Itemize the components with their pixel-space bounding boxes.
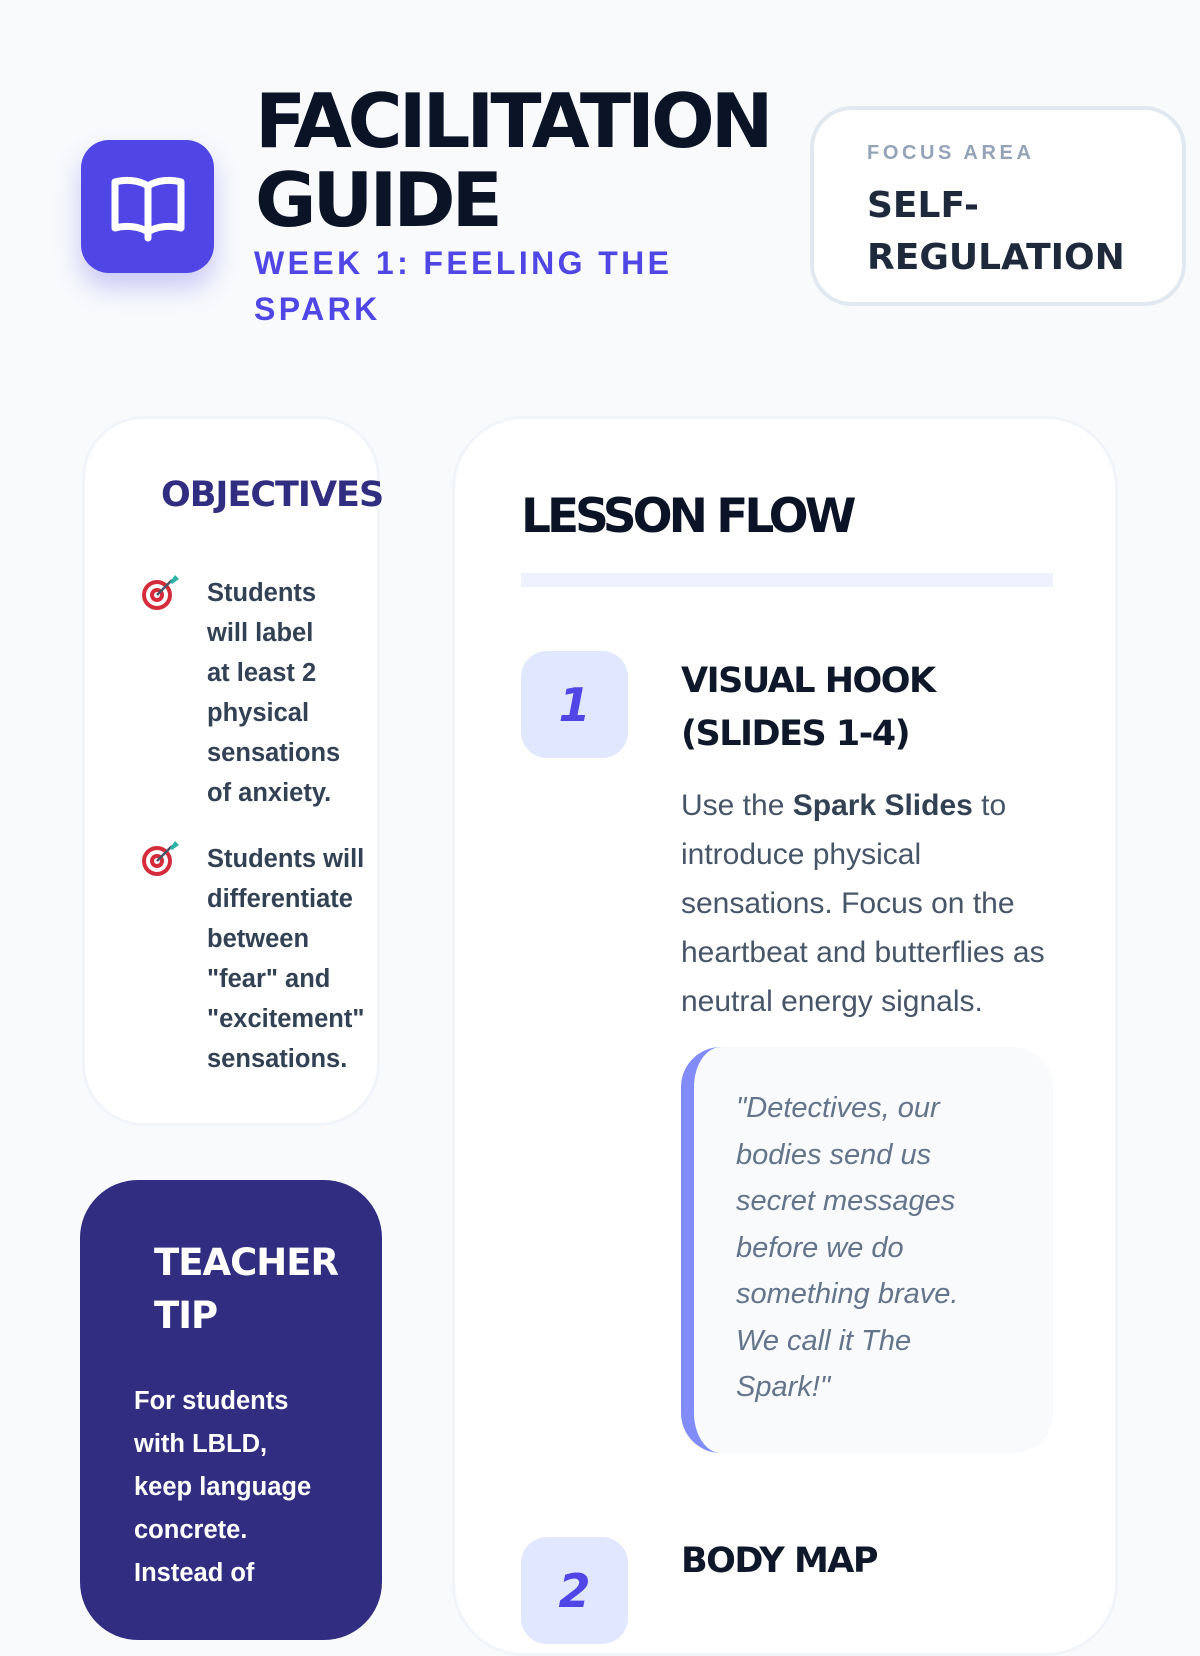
step-title: BODY MAP bbox=[681, 1541, 878, 1581]
step-description: Use the Spark Slides to introduce physical sensations. Focus on the heartbeat and butterflies as neutral energy signals. bbox=[681, 789, 1045, 1018]
dart-target-icon bbox=[139, 839, 181, 879]
focus-area-label: FOCUS AREA bbox=[867, 142, 1035, 164]
open-book-icon bbox=[109, 172, 187, 242]
heading-divider bbox=[521, 573, 1053, 587]
script-quote-block bbox=[681, 1047, 1053, 1453]
title-line-1: FACILITATION bbox=[255, 77, 770, 165]
teacher-tip-card bbox=[80, 1180, 382, 1640]
objective-text: Students will label at least 2 physical sensations of anxiety. bbox=[207, 579, 341, 807]
focus-area-card bbox=[810, 106, 1186, 306]
title-line-2: GUIDE bbox=[255, 156, 499, 244]
page-subtitle: WEEK 1: FEELING THE SPARK bbox=[254, 245, 673, 327]
objective-text: Students will differentiate between "fear" and "excitement" sensations. bbox=[207, 845, 365, 1073]
step-number-badge: 1 bbox=[521, 651, 628, 758]
step-number-badge: 2 bbox=[521, 1537, 628, 1644]
spark-slides-emphasis: Spark Slides bbox=[792, 789, 973, 822]
step-title: VISUAL HOOK (SLIDES 1-4) bbox=[681, 661, 935, 754]
teacher-tip-body: For students with LBLD, keep language concrete. Instead of bbox=[134, 1387, 312, 1587]
dart-target-icon bbox=[139, 573, 181, 613]
focus-area-value: SELF-REGULATION bbox=[867, 185, 1125, 278]
lesson-flow-card bbox=[452, 416, 1118, 1656]
lesson-flow-heading: LESSON FLOW bbox=[521, 489, 853, 544]
teacher-tip-heading: TEACHER TIP bbox=[154, 1241, 339, 1337]
objectives-heading: OBJECTIVES bbox=[161, 475, 384, 515]
objectives-card bbox=[82, 416, 384, 1126]
quote-text: "Detectives, our bodies send us secret messages before we do something brave. We call it The Spark!" bbox=[736, 1092, 959, 1403]
guide-logo-tile bbox=[81, 140, 214, 273]
page-title bbox=[255, 77, 770, 244]
